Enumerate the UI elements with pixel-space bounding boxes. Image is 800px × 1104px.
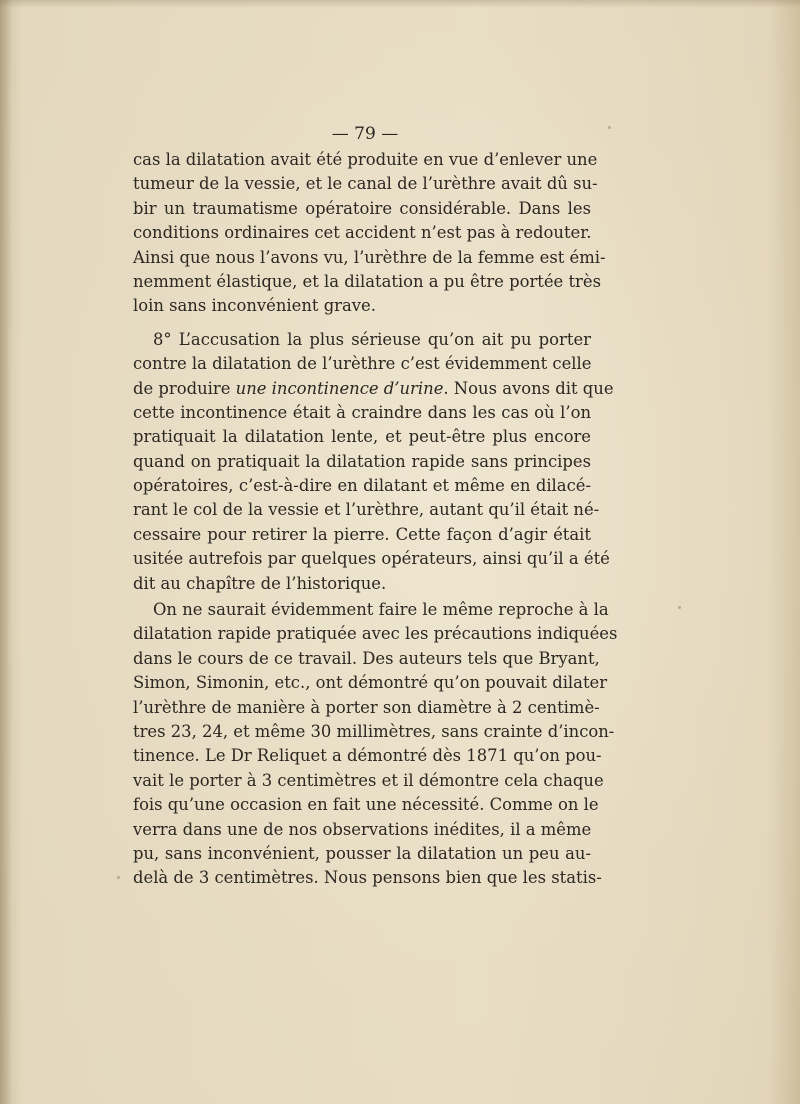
text-line: pu, sans inconvénient, pousser la dilatation un peu au- <box>133 843 591 863</box>
text-line: cette incontinence était à craindre dans les cas où l’on <box>133 402 591 422</box>
text-line: quand on pratiquait la dilatation rapide sans principes <box>133 451 591 471</box>
text-line: cas la dilatation avait été produite en vue d’enlever une <box>133 150 598 169</box>
emphasized-text: une incontinence d’urine <box>235 378 444 398</box>
text-line: nemment élastique, et la dilatation a pu être portée très <box>133 271 602 291</box>
text-line: dit au chapître de l’historique. <box>133 573 387 593</box>
text-run: de produire <box>133 378 236 398</box>
text-line: contre la dilatation de l’urèthre c’est évidemment celle <box>133 354 592 374</box>
text-line: vait le porter à 3 centimètres et il démontre cela chaque <box>133 770 604 790</box>
text-line: pratiquait la dilatation lente, et peut-être plus encore <box>133 427 591 447</box>
text-line: conditions ordinaires cet accident n’est pas à redouter. <box>133 223 592 243</box>
text-line: 8° L’accusation la plus sérieuse qu’on ait pu porter <box>153 329 591 349</box>
text-line: tumeur de la vessie, et le canal de l’urèthre avait dû su- <box>133 174 598 194</box>
text-line: tinence. Le Dr Reliquet a démontré dès 1871 qu’on pou- <box>133 746 602 766</box>
text-line: On ne saurait évidemment faire le même reproche à la <box>153 600 609 620</box>
paper-speck <box>117 876 120 879</box>
text-line: fois qu’une occasion en fait une nécessité. Comme on le <box>133 795 599 815</box>
text-line: tres 23, 24, et même 30 millimètres, sans crainte d’incon- <box>133 721 615 741</box>
text-line-with-emphasis <box>133 377 614 401</box>
paper-speck <box>678 606 681 609</box>
text-line: cessaire pour retirer la pierre. Cette façon d’agir était <box>133 524 591 544</box>
text-line: opératoires, c’est-à-dire en dilatant et même en dilacé- <box>133 476 591 496</box>
text-line: dans le cours de ce travail. Des auteurs tels que Bryant, <box>133 648 600 668</box>
text-line: Ainsi que nous l’avons vu, l’urèthre de la femme est émi- <box>133 247 606 267</box>
text-line: l’urèthre de manière à porter son diamètre à 2 centimè- <box>133 697 600 717</box>
page-number: — 79 — <box>331 124 399 144</box>
text-line: bir un traumatisme opératoire considérable. Dans les <box>133 198 591 218</box>
text-line: loin sans inconvénient grave. <box>133 296 376 316</box>
text-line: Simon, Simonin, etc., ont démontré qu’on pouvait dilater <box>133 673 608 693</box>
paragraph-1 <box>133 148 606 319</box>
page-body <box>133 148 618 891</box>
text-line: verra dans une de nos observations inédites, il a même <box>133 819 592 839</box>
paragraph-3 <box>133 598 618 891</box>
text-line: delà de 3 centimètres. Nous pensons bien que les statis- <box>133 868 602 888</box>
paragraph-2 <box>133 328 614 596</box>
text-line: dilatation rapide pratiquée avec les précautions indiquées <box>133 624 618 644</box>
text-run: . Nous avons dit que <box>443 378 614 398</box>
text-line: rant le col de la vessie et l’urèthre, autant qu’il était né- <box>133 500 600 520</box>
text-line: usitée autrefois par quelques opérateurs, ainsi qu’il a été <box>133 549 610 569</box>
